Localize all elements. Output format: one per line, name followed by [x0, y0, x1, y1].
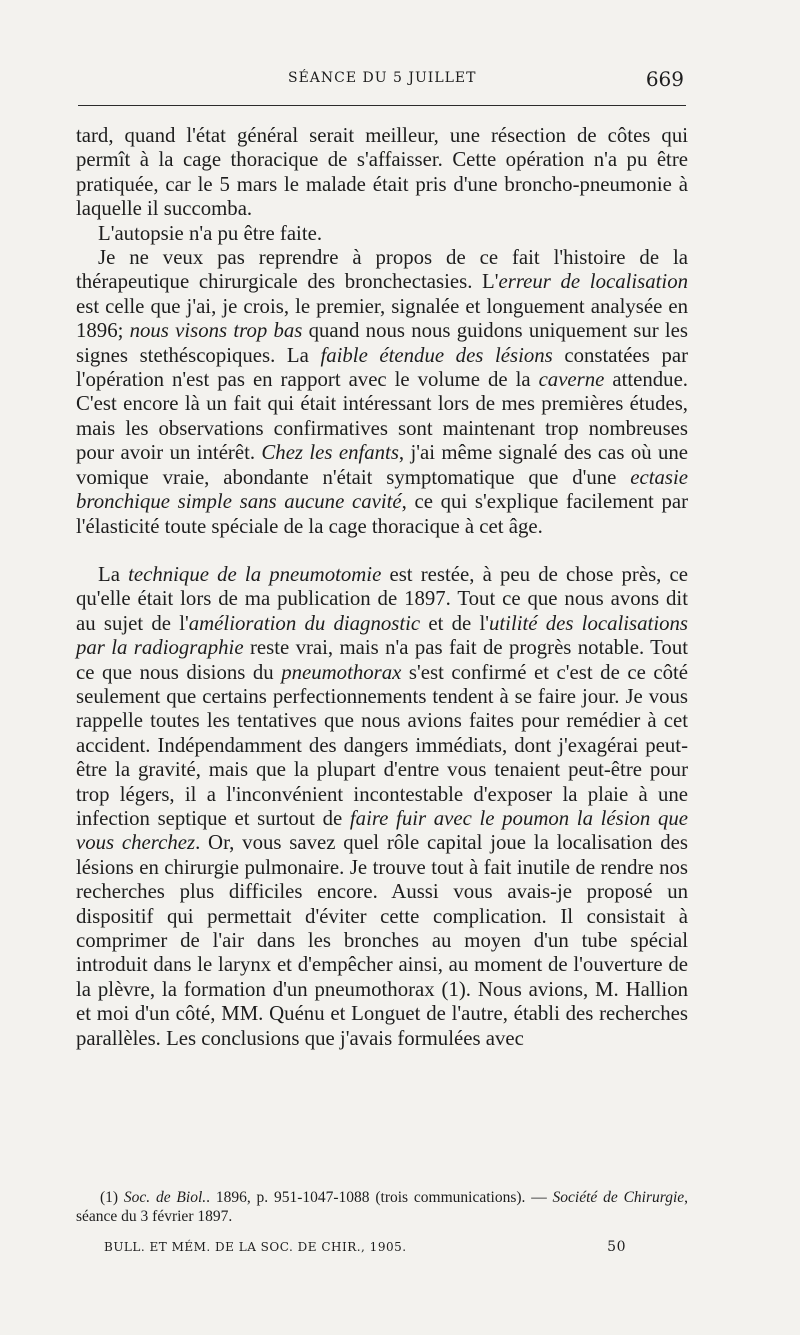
footnote-marker: (1)	[100, 1189, 124, 1206]
body-text	[76, 124, 688, 1051]
paragraph-4: La technique de la pneumotomie est restée, à peu de chose près, ce qu'elle était lors de ma publication de 1897. Tout ce que nous avons dit au sujet de l'amélioration du diagnostic et de l'utilité des localisations par la radiographie reste vrai, mais n'a pas fait de progrès notable. Tout ce que nous disions du pneumothorax s'est confirmé et c'est de ce côté seulement que certains perfectionnements tendent à se faire jour. Je vous rappelle toutes les tentatives que nous avions faites pour remédier à cet accident. Indépendamment des dangers immédiats, dont j'exagérai peut-être la gravité, mais que la plupart d'entre vous tenaient peut-être pour trop légers, il a l'inconvénient incontestable d'exposer la plaie à une infection septique et surtout de faire fuir avec le poumon la lésion que vous cherchez. Or, vous savez quel rôle capital joue la localisation des lésions en chirurgie pulmonaire. Je trouve tout à fait inutile de rendre nos recherches plus difficiles encore. Aussi vous avais-je proposé un dispositif qui permettait d'éviter cette complication. Il consistait à comprimer de l'air dans les bronches au moyen d'un tube spécial introduit dans le larynx et d'empêcher ainsi, au moment de l'ouverture de la plèvre, la formation d'un pneumothorax (1). Nous avions, M. Hallion et moi d'un côté, MM. Quénu et Longuet de l'autre, établi des recherches parallèles. Les conclusions que j'avais formulées avec	[76, 562, 689, 1050]
page-header	[78, 67, 686, 92]
paragraph-1: tard, quand l'état général serait meilleur, une résection de côtes qui permît à la cage thoracique de s'affaisser. Cette opération n'a pu être pratiquée, car le 5 mars le malade était pris d'une broncho-pneumonie à laquelle il succomba.	[76, 124, 688, 221]
bulletin-reference: BULL. ET MÉM. DE LA SOC. DE CHIR., 1905.	[104, 1240, 407, 1254]
signature-mark: 50	[607, 1239, 626, 1255]
header-rule	[78, 105, 686, 106]
footnote: (1) Soc. de Biol.. 1896, p. 951-1047-1088 (trois communications). — Société de Chirurgie, séance du 3 février 1897.	[76, 1189, 689, 1225]
paragraph-2: L'autopsie n'a pu être faite.	[98, 221, 323, 245]
running-title: SÉANCE DU 5 JUILLET	[288, 70, 477, 86]
page-number: 669	[645, 67, 684, 91]
paragraph-3: Je ne veux pas reprendre à propos de ce fait l'histoire de la thérapeutique chirurgicale des bronchectasies. L'erreur de localisation est celle que j'ai, je crois, le premier, signalée et longuement analysée en 1896; nous visons trop bas quand nous nous guidons uniquement sur les signes stethéscopiques. La faible étendue des lésions constatées par l'opération n'est pas en rapport avec le volume de la caverne attendue. C'est encore là un fait qui était intéressant lors de mes premières études, mais les observations confirmatives sont maintenant trop nombreuses pour avoir un intérêt. Chez les enfants, j'ai même signalé des cas où une vomique vraie, abondante n'était symptomatique que d'une ectasie bronchique simple sans aucune cavité, ce qui s'explique facilement par l'élasticité toute spéciale de la cage thoracique à cet âge.	[76, 246, 689, 538]
page-footer	[104, 1240, 626, 1260]
